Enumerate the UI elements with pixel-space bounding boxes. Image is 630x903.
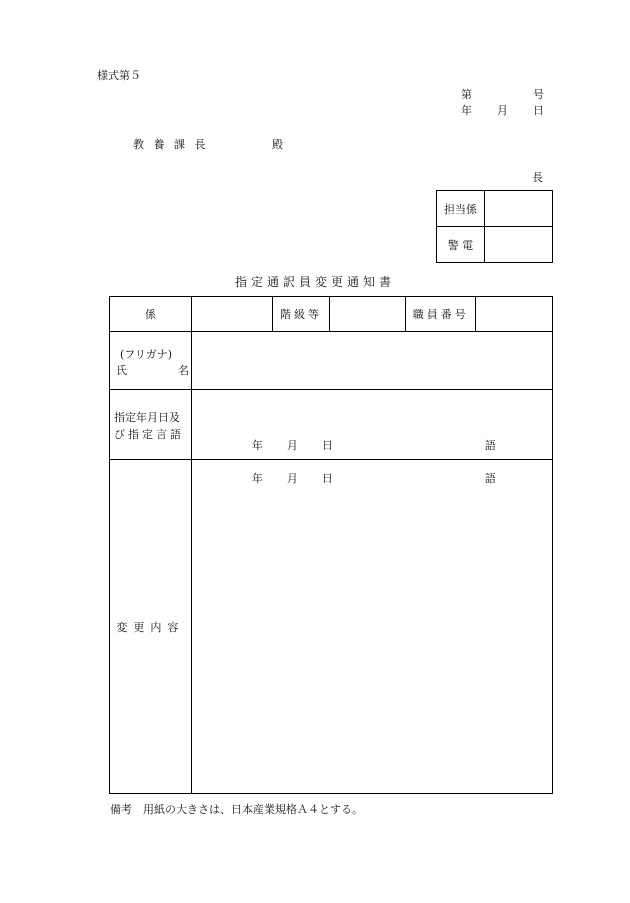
staff-number-field[interactable] <box>476 297 553 332</box>
change-label: 変更内容 <box>110 460 192 794</box>
remarks: 備考 用紙の大きさは、日本産業規格Ａ４とする。 <box>110 803 363 816</box>
designation-1-language: 語 <box>484 438 496 452</box>
contact-phone-field[interactable] <box>485 227 553 263</box>
designation-label-line2: び指定言語 <box>114 428 184 441</box>
addressee-honorific: 殿 <box>272 138 283 151</box>
name-label-shi: 氏 <box>116 364 127 377</box>
addressee-title: 教 養 課 長 <box>133 138 209 151</box>
sender-suffix: 長 <box>532 171 543 184</box>
date-month: 月 <box>497 104 508 117</box>
section-field[interactable] <box>191 297 272 332</box>
contact-phone-label: 警 電 <box>437 227 485 263</box>
number-go: 号 <box>533 88 544 101</box>
furigana-label: (フリガナ) <box>120 348 173 361</box>
change-field[interactable] <box>191 460 552 794</box>
designation-2-month: 月 <box>286 471 298 485</box>
rank-field[interactable] <box>330 297 406 332</box>
designation-2-year: 年 <box>251 471 263 485</box>
rank-label: 階級等 <box>272 297 330 332</box>
contact-person-label: 担当係 <box>437 191 485 227</box>
designation-1-month: 月 <box>286 438 298 452</box>
name-label-cell <box>110 332 192 390</box>
contact-person-field[interactable] <box>485 191 553 227</box>
form-number: 様式第５ <box>97 69 141 82</box>
date-day: 日 <box>533 104 544 117</box>
section-label: 係 <box>110 297 192 332</box>
designation-label-line1: 指定年月日及 <box>114 411 180 424</box>
staff-number-label: 職員番号 <box>406 297 476 332</box>
designation-2-day: 日 <box>321 471 333 485</box>
designation-2-language: 語 <box>484 471 496 485</box>
document-title: 指定通訳員変更通知書 <box>234 275 395 289</box>
designation-label-cell <box>110 390 192 460</box>
designation-1-day: 日 <box>321 438 333 452</box>
contact-box <box>436 190 553 263</box>
main-form-table <box>109 296 553 794</box>
date-year: 年 <box>461 104 472 117</box>
designation-1-year: 年 <box>251 438 263 452</box>
number-dai: 第 <box>461 88 472 101</box>
designation-field[interactable] <box>191 390 552 485</box>
name-field[interactable] <box>191 332 552 390</box>
name-label-mei: 名 <box>178 364 189 377</box>
